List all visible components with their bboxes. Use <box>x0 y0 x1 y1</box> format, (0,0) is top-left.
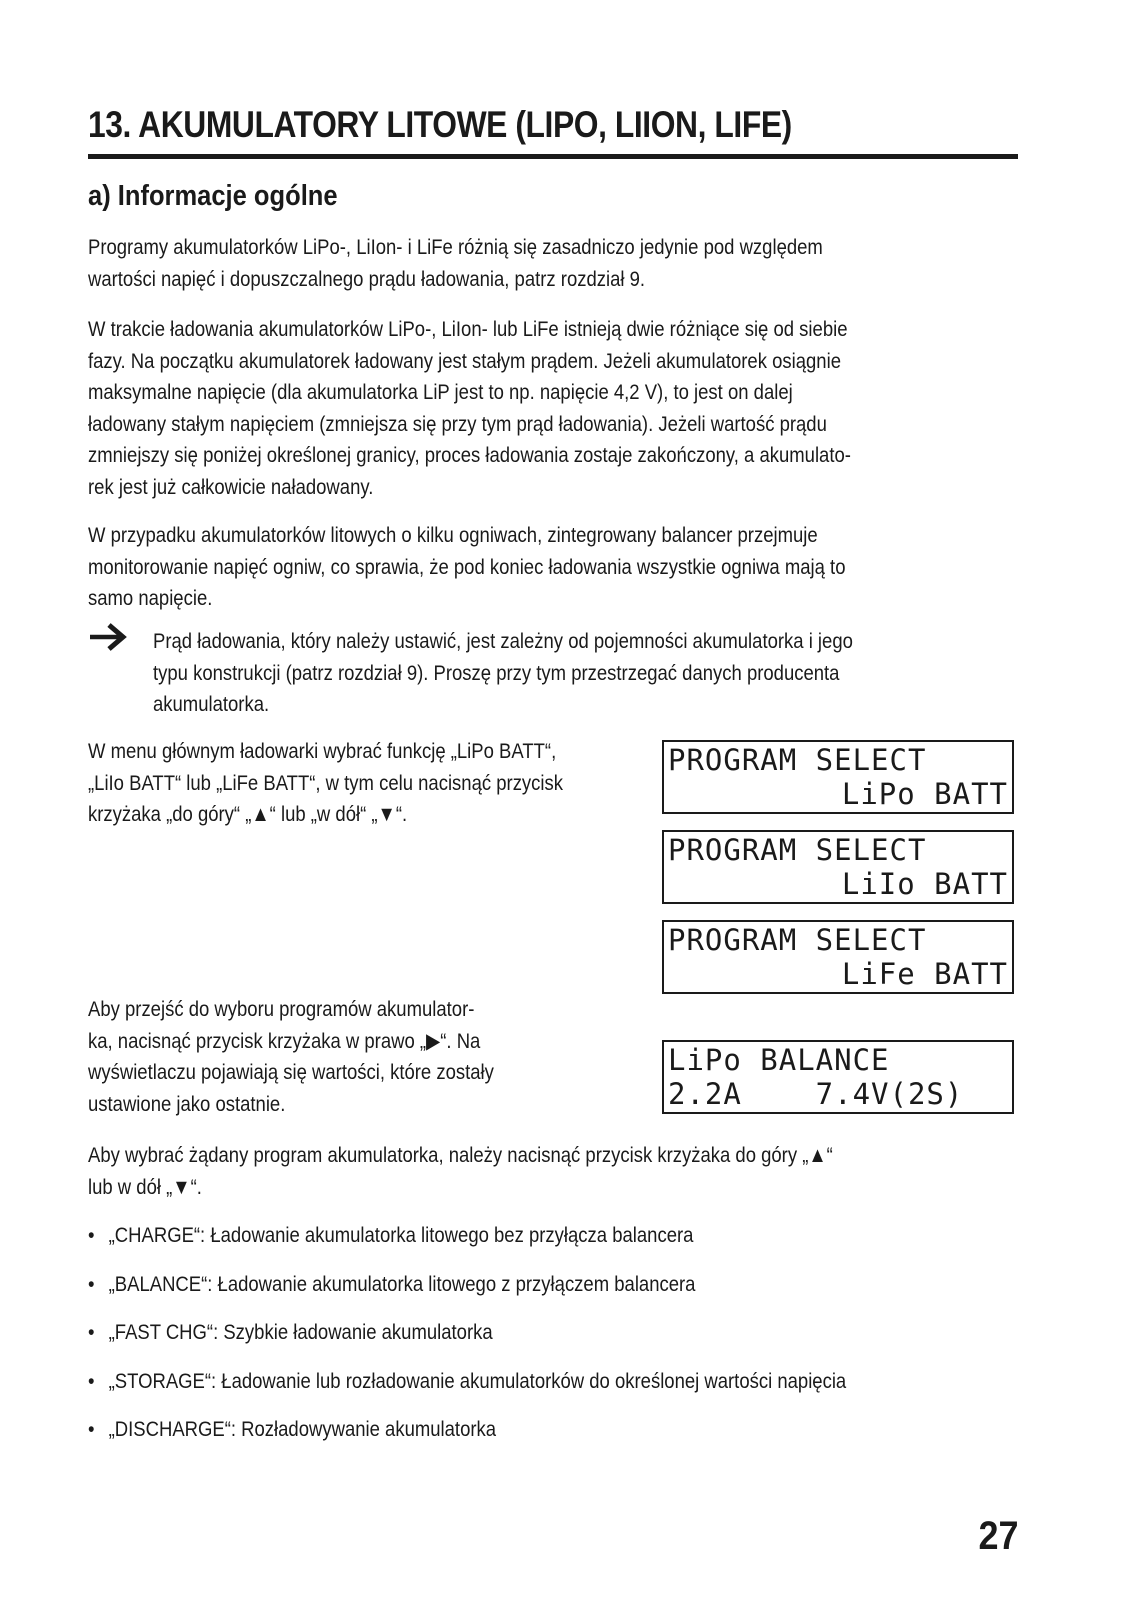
list-item <box>88 1269 846 1318</box>
text-line: typu konstrukcji (patrz rozdział 9). Proszę przy tym przestrzegać danych producenta <box>153 660 840 685</box>
text-line: ładowany stałym napięciem (zmniejsza się przy tym prąd ładowania). Jeżeli wartość prądu <box>88 411 827 436</box>
text-line: krzyżaka „do góry“ „▲“ lub „w dół“ „▼“. <box>88 802 408 826</box>
text-line: ustawione jako ostatnie. <box>88 1091 286 1116</box>
text-line: akumulatorka. <box>153 692 270 716</box>
page-title: 13. AKUMULATORY LITOWE (LIPO, LIION, LIFE) <box>88 104 792 145</box>
text-line: fazy. Na początku akumulatorek ładowany jest stałym prądem. Jeżeli akumulatorek osiągnie <box>88 348 841 373</box>
lcd-line-2: LiIo BATT <box>841 867 1008 901</box>
note-text <box>153 626 853 721</box>
lcd-display-lipo <box>662 740 1014 814</box>
text-line: maksymalne napięcie (dla akumulatorka LiP jest to np. napięcie 4,2 V), to jest on dalej <box>88 380 793 404</box>
list-item-text: „BALANCE“: Ładowanie akumulatorka litowego z przyłączem balancera <box>108 1271 696 1296</box>
lcd-line-1: PROGRAM SELECT <box>668 923 927 957</box>
text-line: wyświetlaczu pojawiają się wartości, które zostały <box>88 1060 494 1084</box>
text-line: W przypadku akumulatorków litowych o kilku ogniwach, zintegrowany balancer przejmuje <box>88 523 818 547</box>
list-item <box>88 1317 846 1366</box>
list-item <box>88 1414 846 1463</box>
lcd-line-2: LiFe BATT <box>841 957 1008 991</box>
program-list <box>88 1220 970 1463</box>
text-line: monitorowanie napięć ogniw, co sprawia, że pod koniec ładowania wszystkie ogniwa mają to <box>88 554 846 579</box>
text-line: W trakcie ładowania akumulatorków LiPo-, LiIon- lub LiFe istnieją dwie różniące się od siebie <box>88 317 848 341</box>
list-item-text: „DISCHARGE“: Rozładowywanie akumulatorka <box>108 1417 497 1441</box>
section-heading: a) Informacje ogólne <box>88 180 338 212</box>
lcd-line-1: LiPo BALANCE <box>668 1043 890 1077</box>
page-number: 27 <box>977 1514 1018 1558</box>
list-item <box>88 1366 846 1415</box>
text-line: samo napięcie. <box>88 586 213 610</box>
text-line: Prąd ładowania, który należy ustawić, jest zależny od pojemności akumulatorka i jego <box>153 629 853 653</box>
text-line: wartości napięć i dopuszczalnego prądu ładowania, patrz rozdział 9. <box>88 266 646 291</box>
lcd-line-2: 2.2A 7.4V(2S) <box>668 1077 964 1111</box>
lcd-display-liio <box>662 830 1014 904</box>
bullet-icon: • <box>88 1223 95 1247</box>
lcd-display-life <box>662 920 1014 994</box>
paragraph-balancer <box>88 520 845 615</box>
list-item-text: „CHARGE“: Ładowanie akumulatorka litowego bez przyłącza balancera <box>108 1223 694 1247</box>
text-line: „LiIo BATT“ lub „LiFe BATT“, w tym celu nacisnąć przycisk <box>88 770 564 795</box>
list-item <box>88 1220 846 1269</box>
lcd-line-1: PROGRAM SELECT <box>668 833 927 867</box>
text-line: rek jest już całkowicie naładowany. <box>88 474 374 499</box>
right-arrow-icon <box>88 622 128 652</box>
title-underline <box>88 154 1018 159</box>
text-line: Aby przejść do wyboru programów akumulator- <box>88 997 475 1021</box>
bullet-icon: • <box>88 1368 95 1393</box>
bullet-icon: • <box>88 1417 95 1441</box>
text-line: W menu głównym ładowarki wybrać funkcję „LiPo BATT“, <box>88 739 557 763</box>
text-line: Programy akumulatorków LiPo-, LiIon- i LiFe różnią się zasadniczo jedynie pod względem <box>88 235 823 259</box>
paragraph-intro <box>88 232 823 295</box>
lcd-line-1: PROGRAM SELECT <box>668 743 927 777</box>
paragraph-program-choice <box>88 994 494 1120</box>
lcd-line-2: LiPo BATT <box>841 777 1008 811</box>
text-line: zmniejszy się poniżej określonej granicy, proces ładowania zostaje zakończony, a akumulato- <box>88 443 851 467</box>
paragraph-menu-select <box>88 736 563 831</box>
list-item-text: „FAST CHG“: Szybkie ładowanie akumulatorka <box>108 1320 493 1344</box>
text-line: ka, nacisnąć przycisk krzyżaka w prawo „▶“. Na <box>88 1028 481 1053</box>
paragraph-charging-phases <box>88 314 851 503</box>
text-line: Aby wybrać żądany program akumulatorka, należy nacisnąć przycisk krzyżaka do góry „▲“ <box>88 1143 833 1167</box>
paragraph-program-select <box>88 1140 833 1203</box>
lcd-display-balance <box>662 1040 1014 1114</box>
list-item-text: „STORAGE“: Ładowanie lub rozładowanie akumulatorków do określonej wartości napięcia <box>108 1368 847 1393</box>
text-line: lub w dół „▼“. <box>88 1174 202 1199</box>
bullet-icon: • <box>88 1320 95 1344</box>
bullet-icon: • <box>88 1271 95 1296</box>
